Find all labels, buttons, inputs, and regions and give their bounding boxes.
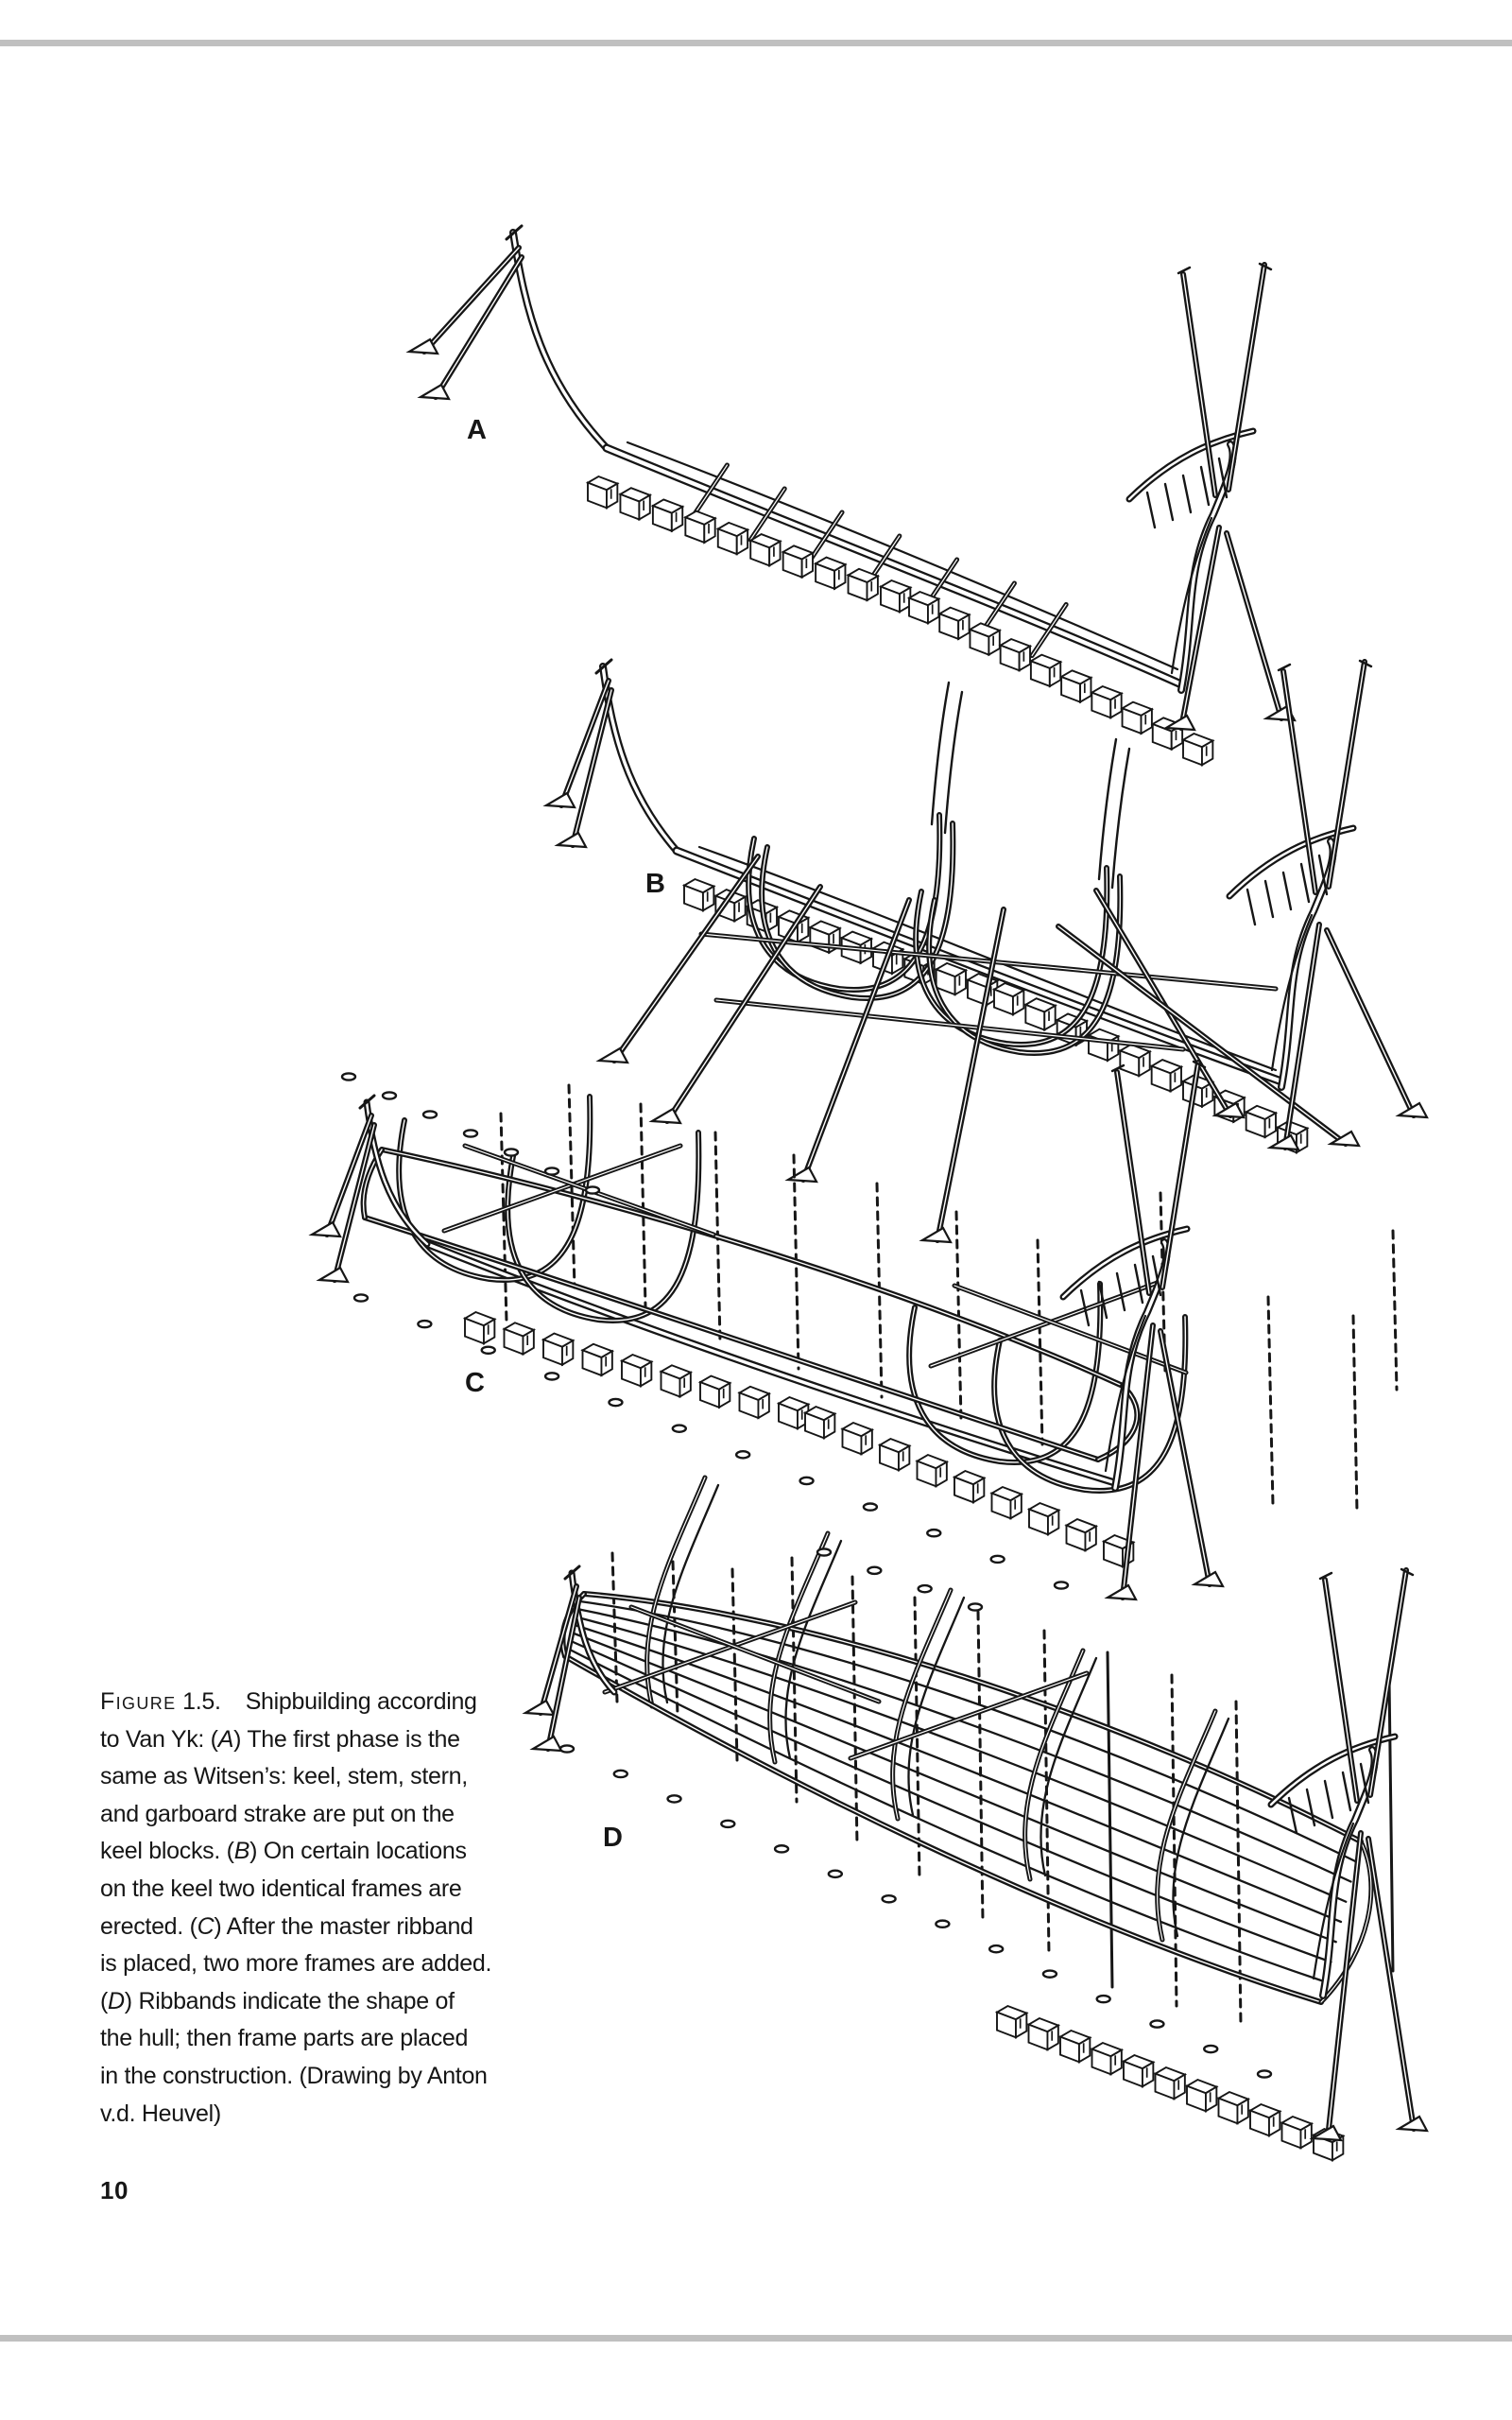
figure-caption: [100, 1684, 573, 2133]
stage-a-drawing: [409, 226, 1295, 765]
stage-a-label: A: [467, 415, 487, 445]
caption-line: Figure 1.5. Shipbuilding according: [100, 1688, 477, 1715]
caption-line: erected. (C) After the master ribband: [100, 1912, 473, 1940]
caption-line: on the keel two identical frames are: [100, 1875, 462, 1902]
caption-line: and garboard strake are put on the: [100, 1800, 455, 1827]
caption-line: keel blocks. (B) On certain locations: [100, 1838, 467, 1865]
caption-line: (D) Ribbands indicate the shape of: [100, 1987, 455, 2014]
stage-d-drawing: [525, 1478, 1427, 2160]
caption-line: to Van Yk: (A) The first phase is the: [100, 1725, 460, 1753]
caption-line: v.d. Heuvel): [100, 2100, 221, 2127]
stage-b-drawing: [546, 660, 1427, 1242]
caption-line: is placed, two more frames are added.: [100, 1950, 492, 1978]
stage-c-drawing: [312, 1062, 1397, 1599]
caption-line: same as Witsen’s: keel, stem, stern,: [100, 1763, 468, 1790]
caption-line: the hull; then frame parts are placed: [100, 2025, 469, 2052]
stage-b-label: B: [645, 869, 665, 899]
stage-d-label: D: [603, 1823, 623, 1853]
caption-line: in the construction. (Drawing by Anton: [100, 2062, 488, 2089]
stage-c-label: C: [465, 1368, 485, 1398]
page-number: 10: [100, 2176, 129, 2204]
